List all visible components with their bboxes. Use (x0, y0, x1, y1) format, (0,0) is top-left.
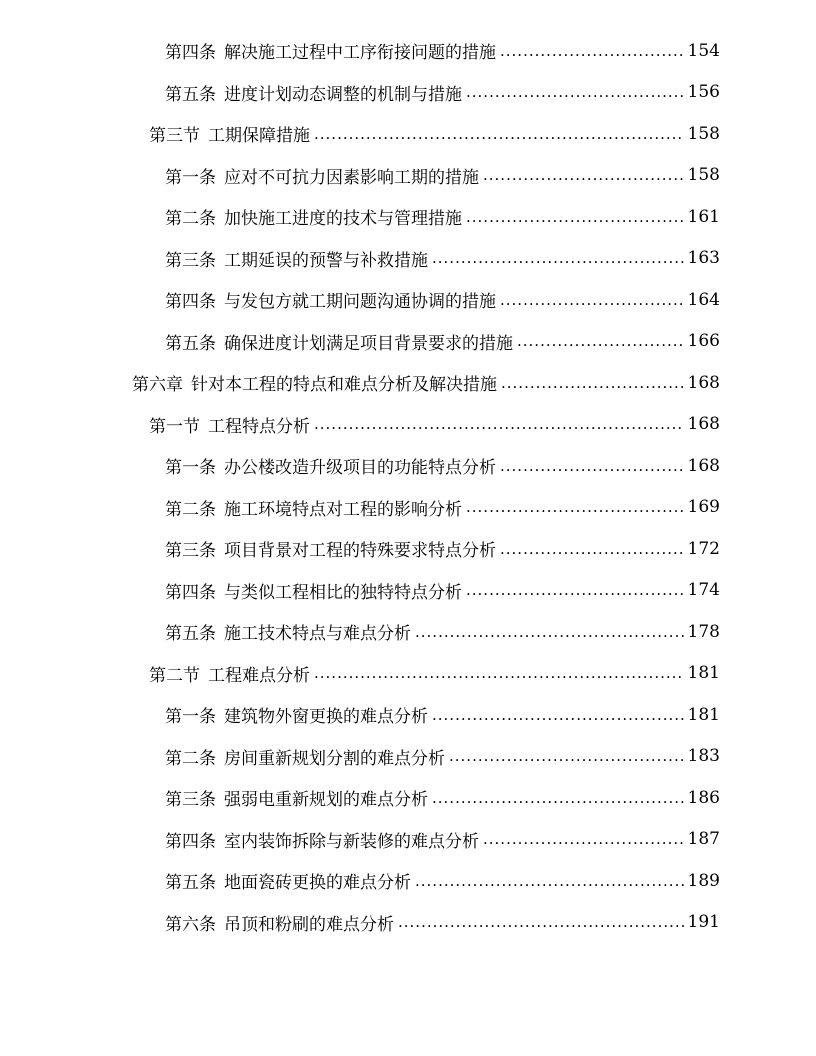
toc-entry-number: 第五条 (165, 333, 216, 354)
toc-entry-label (149, 412, 310, 437)
toc-entry-page-number: 163 (687, 248, 720, 269)
dot-leader (466, 208, 684, 226)
toc-entry-article[interactable] (0, 694, 816, 736)
toc-entry-title: 房间重新规划分割的难点分析 (224, 748, 445, 769)
toc-entry-title: 办公楼改造升级项目的功能特点分析 (224, 458, 496, 479)
dot-leader (415, 623, 684, 641)
toc-entry-label (132, 370, 497, 395)
toc-entry-number: 第五条 (165, 873, 216, 894)
toc-entry-number: 第五条 (165, 624, 216, 645)
toc-entry-article[interactable] (0, 445, 816, 487)
dot-leader (500, 291, 684, 309)
toc-entry-page-number: 164 (687, 289, 720, 310)
toc-entry-page-number: 181 (687, 663, 720, 684)
toc-entry-number: 第一条 (165, 707, 216, 728)
toc-entry-number: 第一条 (165, 167, 216, 188)
toc-entry-label (165, 744, 445, 769)
toc-entry-title: 建筑物外窗更换的难点分析 (224, 707, 428, 728)
toc-entry-label (165, 578, 462, 603)
toc-entry-article[interactable] (0, 196, 816, 238)
toc-entry-number: 第六章 (132, 375, 183, 396)
dot-leader (398, 913, 684, 931)
toc-entry-number: 第二条 (165, 748, 216, 769)
dot-leader (314, 125, 684, 143)
dot-leader (314, 415, 684, 433)
toc-entry-page-number: 158 (687, 123, 720, 144)
toc-entry-label (165, 702, 428, 727)
toc-entry-page-number: 168 (687, 372, 720, 393)
toc-entry-number: 第四条 (165, 582, 216, 603)
toc-entry-article[interactable] (0, 487, 816, 529)
toc-entry-number: 第六条 (165, 914, 216, 935)
toc-entry-label (165, 204, 462, 229)
toc-entry-title: 确保进度计划满足项目背景要求的措施 (224, 333, 513, 354)
toc-entry-label (165, 287, 496, 312)
toc-entry-title: 进度计划动态调整的机制与措施 (224, 84, 462, 105)
toc-entry-title: 针对本工程的特点和难点分析及解决措施 (191, 375, 497, 396)
dot-leader (415, 872, 684, 890)
toc-entry-page-number: 189 (687, 870, 720, 891)
toc-entry-label (165, 536, 496, 561)
dot-leader (432, 249, 684, 267)
toc-entry-article[interactable] (0, 819, 816, 861)
toc-entry-label (165, 38, 496, 63)
dot-leader (432, 706, 684, 724)
toc-entry-article[interactable] (0, 777, 816, 819)
toc-entry-title: 地面瓷砖更换的难点分析 (224, 873, 411, 894)
dot-leader (466, 498, 684, 516)
toc-entry-title: 施工技术特点与难点分析 (224, 624, 411, 645)
toc-entry-label (149, 661, 310, 686)
toc-entry-page-number: 181 (687, 704, 720, 725)
toc-entry-number: 第三条 (165, 541, 216, 562)
toc-entry-section[interactable] (0, 404, 816, 446)
dot-leader (500, 42, 684, 60)
dot-leader (466, 581, 684, 599)
toc-entry-article[interactable] (0, 611, 816, 653)
toc-entry-number: 第四条 (165, 831, 216, 852)
toc-entry-number: 第三条 (165, 790, 216, 811)
toc-entry-label (165, 453, 496, 478)
toc-entry-label (165, 80, 462, 105)
toc-entry-article[interactable] (0, 528, 816, 570)
toc-entry-title: 吊顶和粉刷的难点分析 (224, 914, 394, 935)
dot-leader (501, 374, 684, 392)
dot-leader (500, 540, 684, 558)
toc-entry-title: 应对不可抗力因素影响工期的措施 (224, 167, 479, 188)
toc-entry-article[interactable] (0, 902, 816, 944)
dot-leader (483, 166, 684, 184)
toc-entry-label (149, 121, 310, 146)
toc-entry-section[interactable] (0, 653, 816, 695)
toc-entry-page-number: 156 (687, 82, 720, 103)
toc-entry-number: 第二条 (165, 209, 216, 230)
toc-entry-number: 第一节 (149, 416, 200, 437)
toc-entry-article[interactable] (0, 860, 816, 902)
toc-entry-article[interactable] (0, 570, 816, 612)
toc-entry-title: 强弱电重新规划的难点分析 (224, 790, 428, 811)
toc-entry-title: 项目背景对工程的特殊要求特点分析 (224, 541, 496, 562)
toc-entry-page-number: 158 (687, 165, 720, 186)
toc-entry-number: 第三节 (149, 126, 200, 147)
dot-leader (466, 83, 684, 101)
toc-entry-number: 第四条 (165, 292, 216, 313)
dot-leader (517, 332, 684, 350)
toc-entry-article[interactable] (0, 279, 816, 321)
toc-entry-page-number: 186 (687, 787, 720, 808)
dot-leader (432, 789, 684, 807)
toc-entry-number: 第五条 (165, 84, 216, 105)
toc-entry-section[interactable] (0, 113, 816, 155)
toc-entry-number: 第二节 (149, 665, 200, 686)
toc-entry-chapter[interactable] (0, 362, 816, 404)
toc-entry-article[interactable] (0, 736, 816, 778)
toc-entry-number: 第一条 (165, 458, 216, 479)
toc-entry-title: 工期保障措施 (208, 126, 310, 147)
dot-leader (314, 664, 684, 682)
toc-entry-title: 工程难点分析 (208, 665, 310, 686)
toc-entry-number: 第二条 (165, 499, 216, 520)
toc-entry-page-number: 168 (687, 455, 720, 476)
toc-entry-label (165, 619, 411, 644)
toc-entry-title: 工期延误的预警与补救措施 (224, 250, 428, 271)
toc-entry-article[interactable] (0, 30, 816, 72)
dot-leader (449, 747, 684, 765)
toc-entry-page-number: 178 (687, 621, 720, 642)
toc-entry-page-number: 183 (687, 746, 720, 767)
toc-entry-page-number: 161 (687, 206, 720, 227)
toc-entry-article[interactable] (0, 72, 816, 114)
toc-entry-page-number: 191 (687, 912, 720, 933)
toc-entry-page-number: 166 (687, 331, 720, 352)
toc-entry-label (165, 163, 479, 188)
toc-entry-page-number: 174 (687, 580, 720, 601)
toc-entry-page-number: 154 (687, 40, 720, 61)
toc-entry-article[interactable] (0, 321, 816, 363)
toc-entry-title: 室内装饰拆除与新装修的难点分析 (224, 831, 479, 852)
toc-entry-label (165, 246, 428, 271)
toc-entry-label (165, 910, 394, 935)
toc-entry-page-number: 168 (687, 414, 720, 435)
toc-entry-label (165, 785, 428, 810)
toc-entry-label (165, 827, 479, 852)
toc-entry-title: 与发包方就工期问题沟通协调的措施 (224, 292, 496, 313)
toc-entry-title: 与类似工程相比的独特特点分析 (224, 582, 462, 603)
dot-leader (483, 830, 684, 848)
toc-entry-article[interactable] (0, 238, 816, 280)
toc-entry-title: 工程特点分析 (208, 416, 310, 437)
toc-entry-page-number: 169 (687, 497, 720, 518)
toc-entry-label (165, 868, 411, 893)
toc-entry-article[interactable] (0, 155, 816, 197)
toc-entry-page-number: 187 (687, 829, 720, 850)
toc-entry-title: 加快施工进度的技术与管理措施 (224, 209, 462, 230)
table-of-contents (0, 30, 816, 943)
toc-entry-number: 第四条 (165, 43, 216, 64)
toc-entry-number: 第三条 (165, 250, 216, 271)
toc-entry-label (165, 329, 513, 354)
toc-entry-label (165, 495, 462, 520)
dot-leader (500, 457, 684, 475)
toc-entry-title: 施工环境特点对工程的影响分析 (224, 499, 462, 520)
toc-entry-title: 解决施工过程中工序衔接问题的措施 (224, 43, 496, 64)
toc-entry-page-number: 172 (687, 538, 720, 559)
